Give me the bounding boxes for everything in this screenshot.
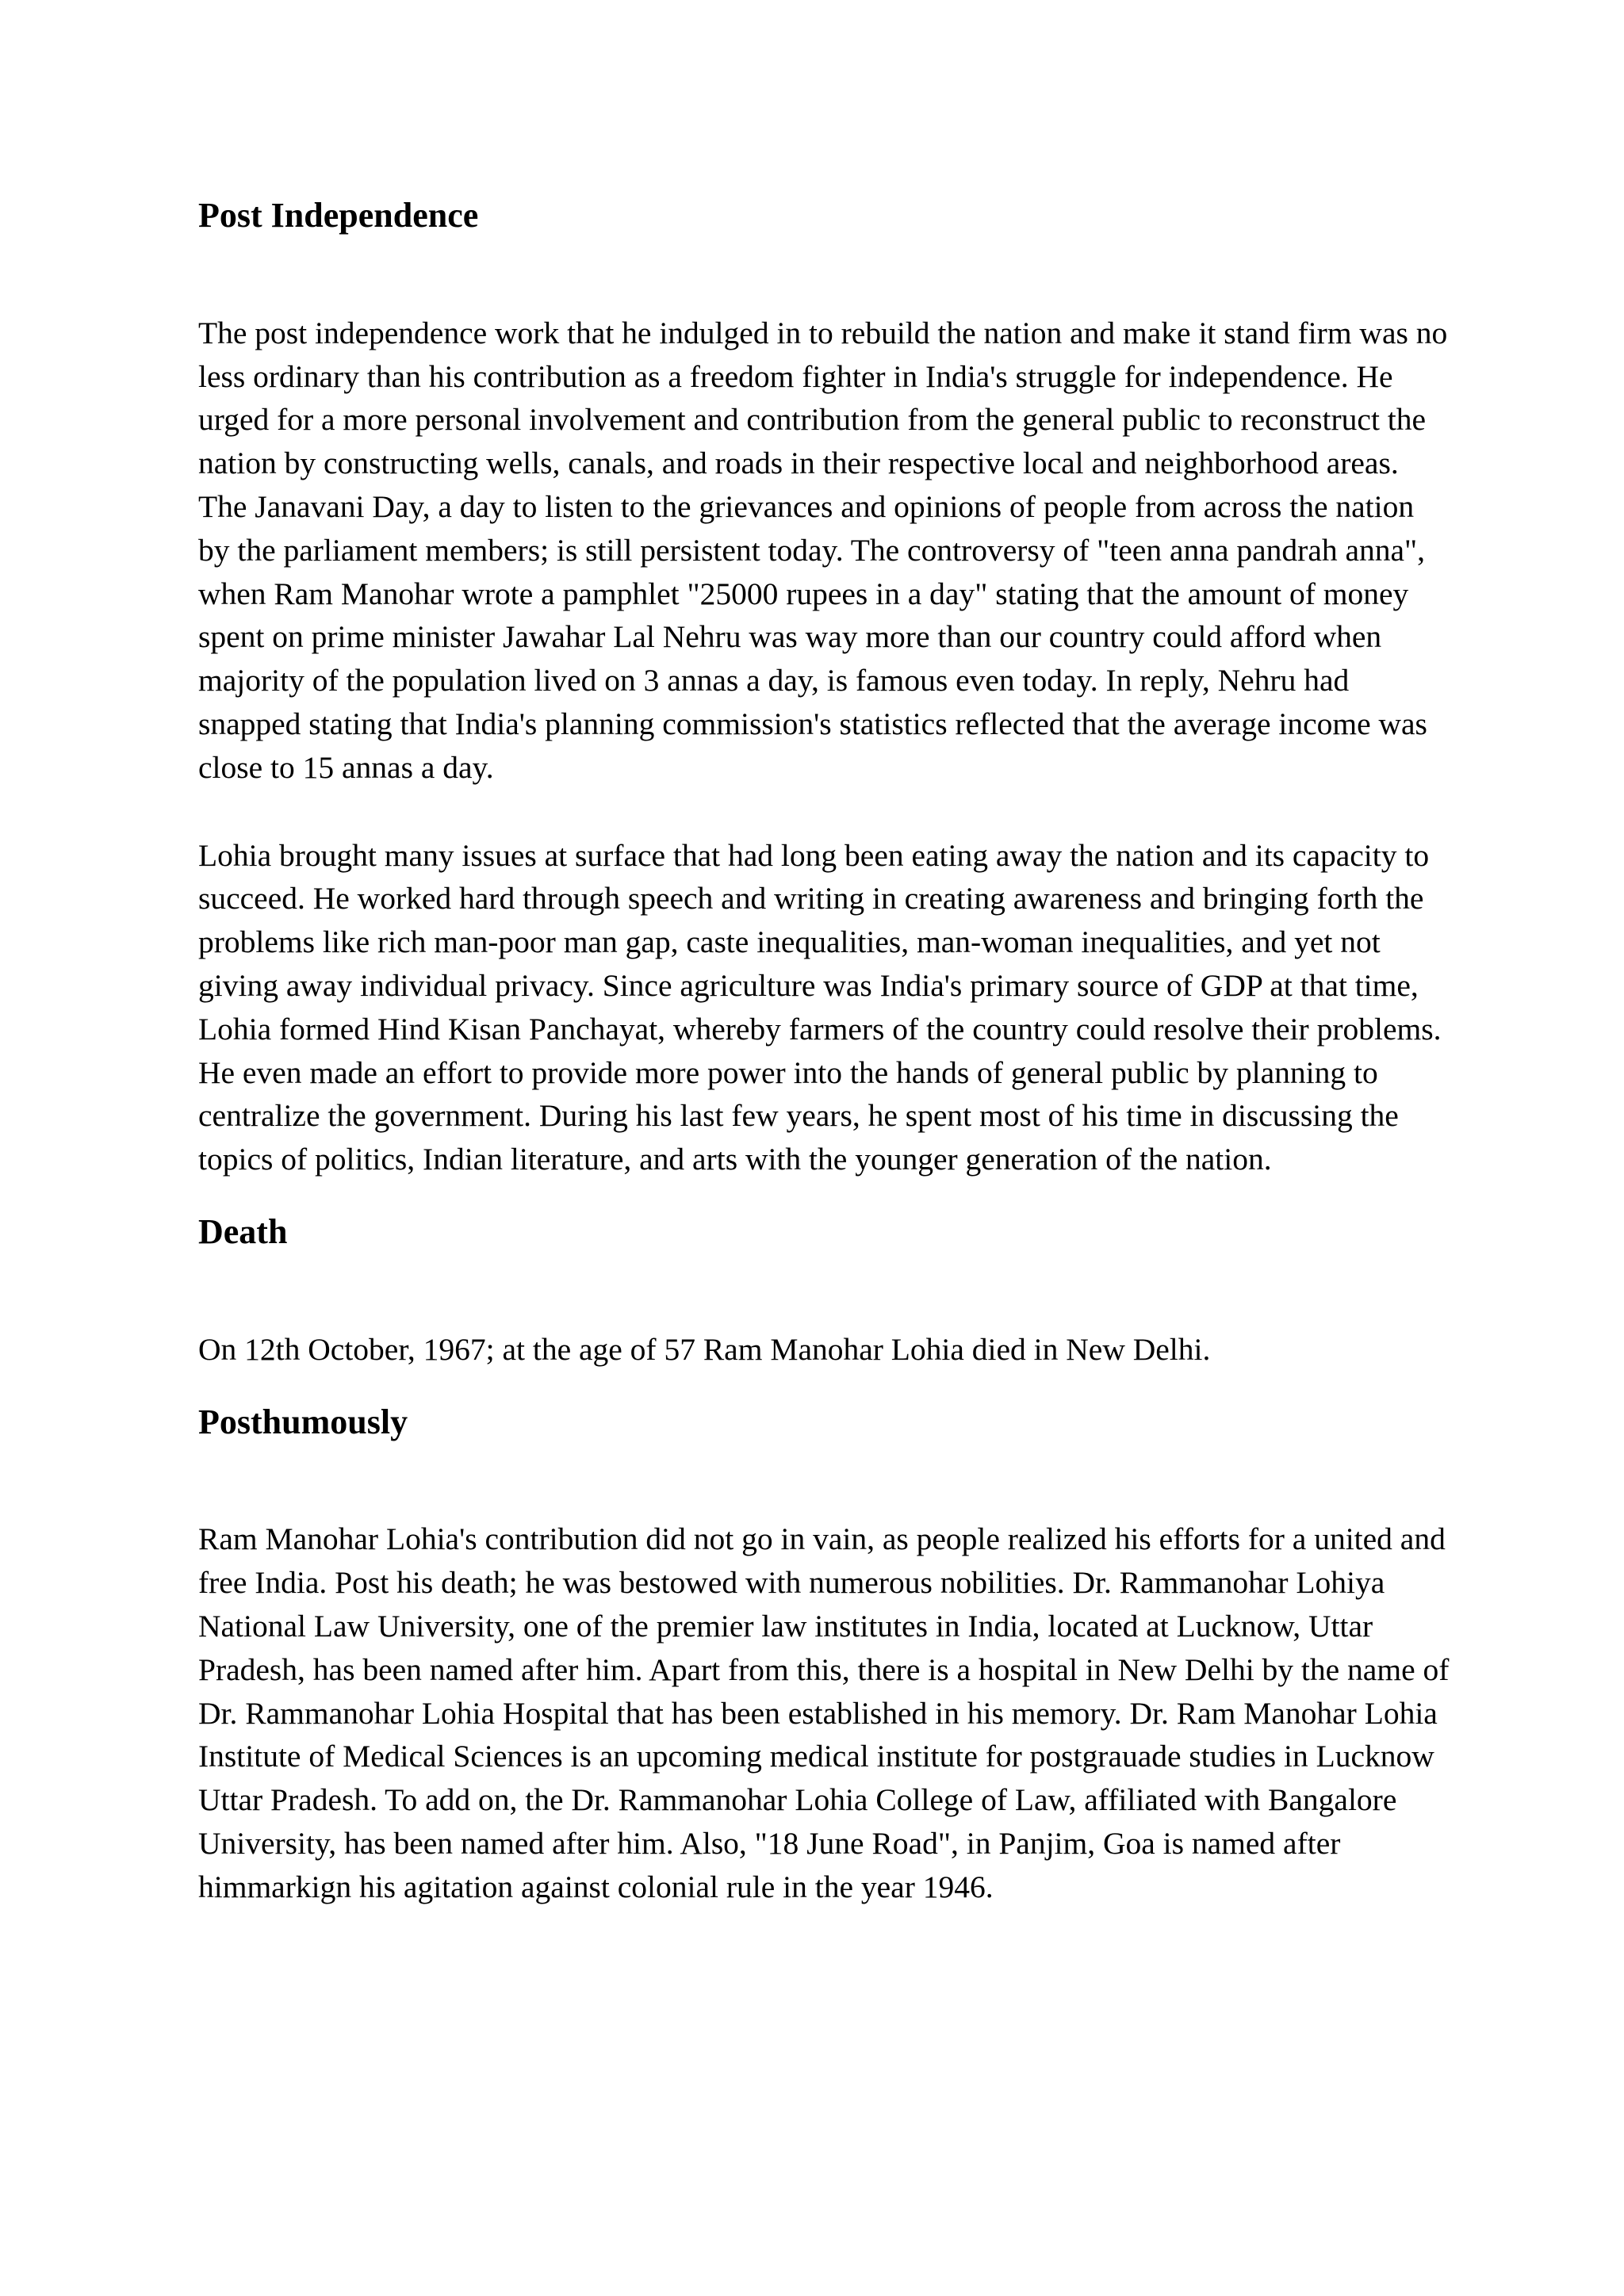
paragraph: On 12th October, 1967; at the age of 57 Ram Manohar Lohia died in New Delhi.: [198, 1331, 1211, 1367]
paragraph: Lohia brought many issues at surface that had long been eating away the nation and its capacity to succeed. He worked hard through speech and writing in creating awareness and bringing forth the problems like rich man-poor man gap, caste inequalities, man-woman inequalities, and yet not giving away individual privacy. Since agriculture was India's primary source of GDP at that time, Lohia formed Hind Kisan Panchayat, whereby farmers of the country could resolve their problems. He even made an effort to provide more power into the hands of general public by planning to centralize the government. During his last few years, he spent most of his time in discussing the topics of politics, Indian literature, and arts with the younger generation of the nation.: [198, 837, 1442, 1177]
paragraph: The post independence work that he indulged in to rebuild the nation and make it stand firm was no less ordinary than his contribution as a freedom fighter in India's struggle for independence. He urged for a more personal involvement and contribution from the general public to reconstruct the nation by constructing wells, canals, and roads in their respective local and neighborhood areas. The Janavani Day, a day to listen to the grievances and opinions of people from across the nation by the parliament members; is still persistent today. The controversy of "teen anna pandrah anna", when Ram Manohar wrote a pamphlet "25000 rupees in a day" stating that the amount of money spent on prime minister Jawahar Lal Nehru was way more than our country could afford when majority of the population lived on 3 annas a day, is famous even today. In reply, Nehru had snapped stating that India's planning commission's statistics reflected that the average income was close to 15 annas a day.: [198, 315, 1448, 785]
section-death: [198, 1211, 1451, 1372]
section-heading: Posthumously: [198, 1402, 408, 1441]
paragraph: Ram Manohar Lohia's contribution did not go in vain, as people realized his efforts for a united and free India. Post his death; he was bestowed with numerous nobilities. Dr. Rammanohar Lohiya National Law University, one of the premier law institutes in India, located at Lucknow, Uttar Pradesh, has been named after him. Apart from this, there is a hospital in New Delhi by the name of Dr. Rammanohar Lohia Hospital that has been established in his memory. Dr. Ram Manohar Lohia Institute of Medical Sciences is an upcoming medical institute for postgrauade studies in Lucknow Uttar Pradesh. To add on, the Dr. Rammanohar Lohia College of Law, affiliated with Bangalore University, has been named after him. Also, "18 June Road", in Panjim, Goa is named after himmarkign his agitation against colonial rule in the year 1946.: [198, 1521, 1450, 1904]
section-post-independence: [198, 195, 1451, 1181]
page-content: [198, 195, 1451, 1909]
section-posthumously: [198, 1402, 1451, 1909]
section-heading: Post Independence: [198, 196, 479, 235]
section-heading: Death: [198, 1211, 288, 1251]
